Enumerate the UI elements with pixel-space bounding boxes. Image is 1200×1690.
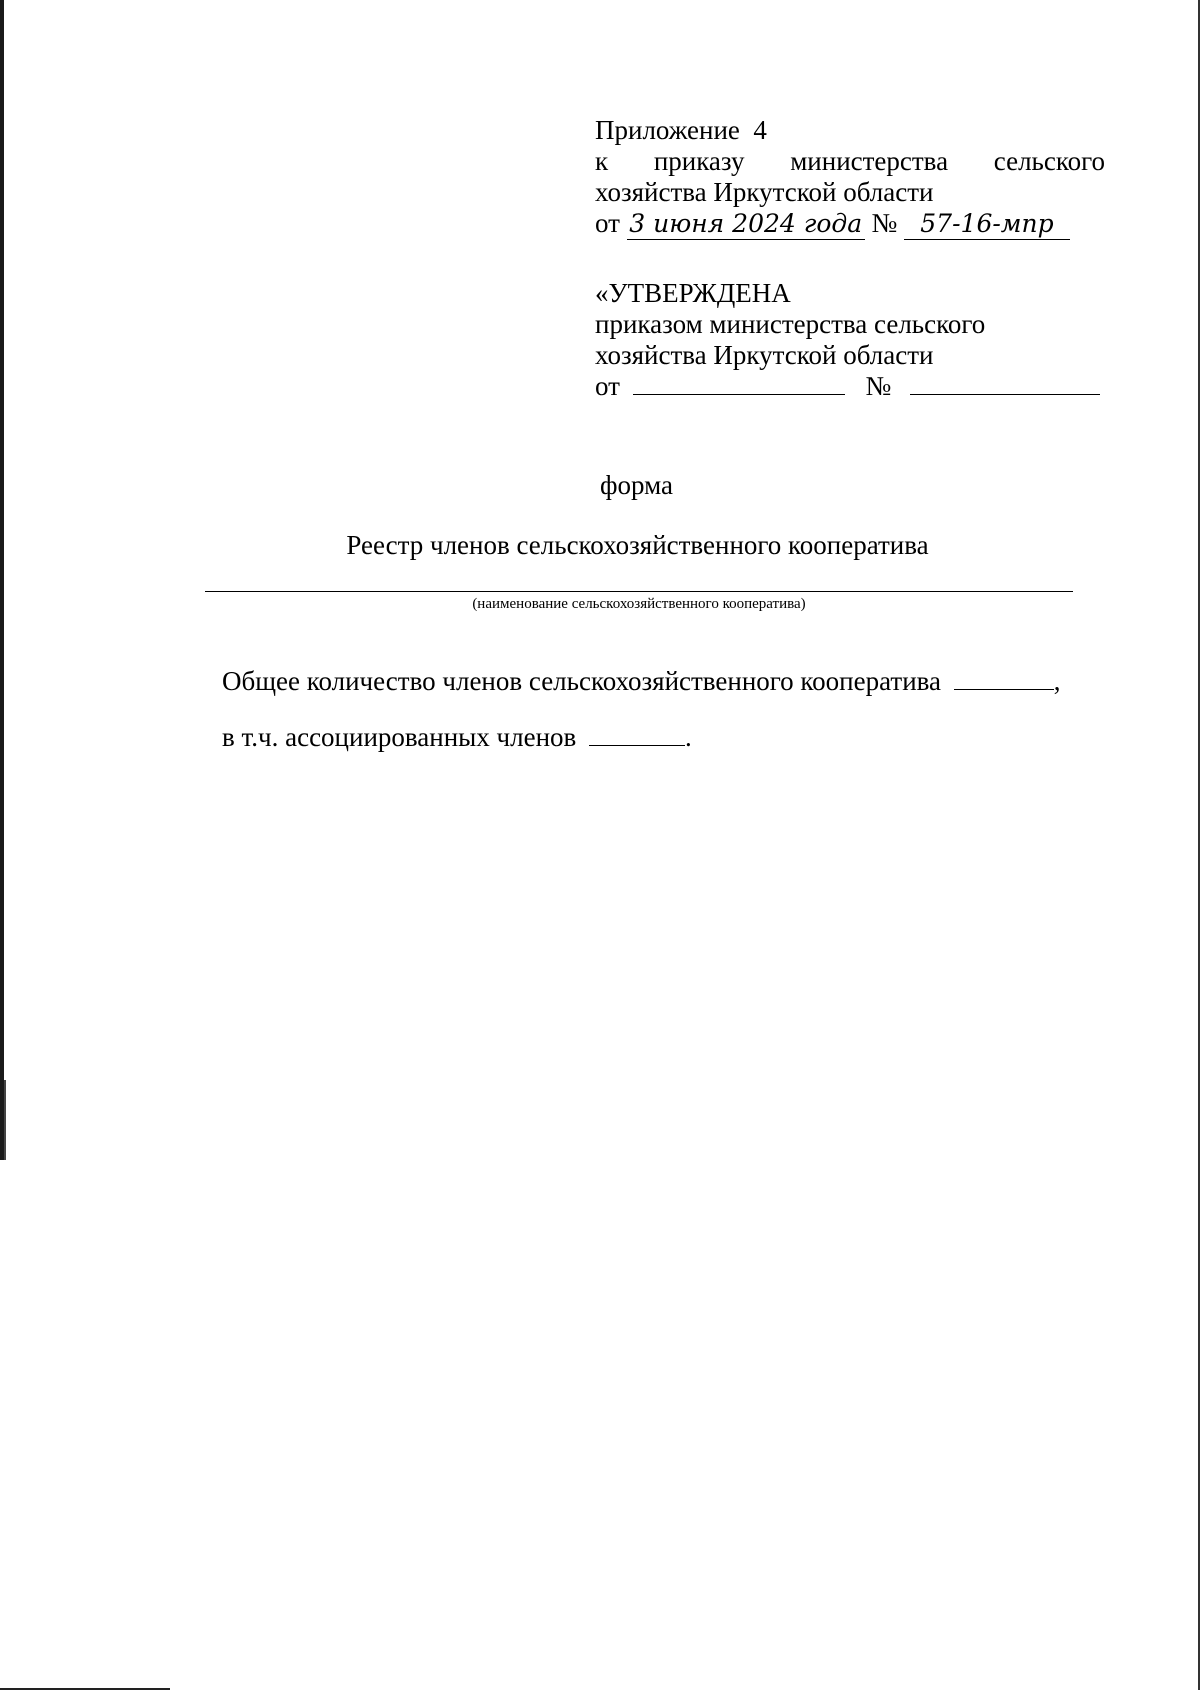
word: к — [595, 146, 609, 176]
number-prefix: № — [871, 208, 898, 238]
total-members-end: , — [1053, 666, 1061, 696]
word: сельского — [993, 146, 1105, 176]
cooperative-name-line — [205, 591, 1073, 592]
total-members-blank — [954, 689, 1054, 690]
document-title: Реестр членов сельскохозяйственного кооператива — [346, 530, 929, 560]
approved-block — [595, 278, 1105, 402]
approved-date-line — [595, 371, 1105, 402]
date-prefix: от — [595, 371, 620, 401]
handwritten-number: 57-16-мпр — [904, 208, 1070, 240]
date-prefix: от — [595, 208, 620, 238]
handwritten-date: 3 июня 2024 года — [627, 208, 865, 240]
scan-edge — [4, 1080, 6, 1160]
number-prefix: № — [865, 371, 892, 401]
approved-line: хозяйства Иркутской области — [595, 340, 934, 370]
appendix-header — [595, 115, 1105, 240]
word: приказу — [653, 146, 745, 176]
associated-members-label: в т.ч. ассоциированных членов — [222, 722, 577, 752]
associated-members-line — [222, 722, 692, 753]
date-blank — [633, 394, 845, 395]
form-label: форма — [600, 470, 673, 500]
total-members-line — [222, 666, 1061, 697]
appendix-title: Приложение 4 — [595, 115, 767, 145]
approved-line: приказом министерства сельского — [595, 309, 986, 339]
appendix-order-line — [595, 146, 1105, 177]
appendix-ministry-line: хозяйства Иркутской области — [595, 177, 934, 207]
scan-edge — [0, 0, 4, 1160]
appendix-date-line — [595, 208, 1105, 240]
number-blank — [910, 394, 1100, 395]
associated-members-blank — [589, 745, 685, 746]
cooperative-name-caption: (наименование сельскохозяйственного кооператива) — [472, 596, 806, 612]
total-members-label: Общее количество членов сельскохозяйственного кооператива — [222, 666, 942, 696]
associated-members-end: . — [685, 722, 692, 752]
approved-heading: «УТВЕРЖДЕНА — [595, 278, 791, 308]
word: министерства — [790, 146, 949, 176]
